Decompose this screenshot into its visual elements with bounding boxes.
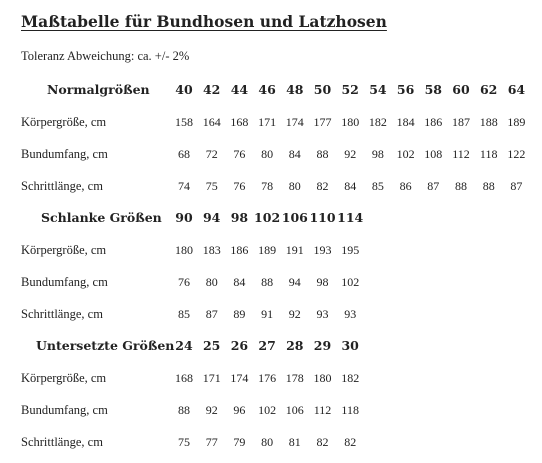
value-cell: 89 <box>233 307 246 321</box>
value-cell: 106 <box>285 403 304 417</box>
value-cell: 92 <box>205 403 218 417</box>
table-row <box>0 144 542 164</box>
size-cell: 44 <box>230 82 249 97</box>
value-cell: 122 <box>507 147 526 161</box>
value-cell: 102 <box>396 147 415 161</box>
table-row <box>0 368 542 388</box>
value-cell: 180 <box>175 243 193 257</box>
table-row <box>0 400 542 420</box>
table-row <box>0 432 542 452</box>
size-cell: 28 <box>286 338 304 353</box>
size-cell: 30 <box>341 338 359 353</box>
value-cell: 86 <box>399 179 412 193</box>
value-cell: 189 <box>507 115 526 129</box>
value-cell: 68 <box>178 147 190 161</box>
value-cell: 84 <box>288 147 301 161</box>
value-cell: 188 <box>479 115 498 129</box>
row-label: Schrittlänge, cm <box>21 307 103 321</box>
value-cell: 164 <box>202 115 221 129</box>
value-cell: 171 <box>258 115 277 129</box>
tolerance-note: Toleranz Abweichung: ca. +/- 2% <box>21 49 190 63</box>
value-cell: 82 <box>316 179 329 193</box>
value-cell: 193 <box>313 243 332 257</box>
value-cell: 102 <box>258 403 277 417</box>
value-cell: 87 <box>510 179 523 193</box>
value-cell: 80 <box>261 147 274 161</box>
value-cell: 92 <box>288 307 301 321</box>
size-cell: 114 <box>337 210 364 225</box>
value-cell: 112 <box>452 147 470 161</box>
table-row <box>0 272 542 292</box>
value-cell: 177 <box>313 115 332 129</box>
value-cell: 88 <box>482 179 495 193</box>
size-cell: 60 <box>452 82 470 97</box>
value-cell: 108 <box>424 147 443 161</box>
value-cell: 92 <box>344 147 357 161</box>
value-cell: 186 <box>230 243 249 257</box>
table-row <box>0 304 542 324</box>
value-cell: 182 <box>341 371 360 385</box>
value-cell: 180 <box>341 115 360 129</box>
section-title: Normalgrößen <box>47 82 150 97</box>
value-cell: 84 <box>233 275 246 289</box>
value-cell: 74 <box>178 179 190 193</box>
value-cell: 112 <box>313 403 332 417</box>
size-cell: 106 <box>281 210 308 225</box>
value-cell: 186 <box>424 115 443 129</box>
size-cell: 46 <box>258 82 276 97</box>
value-cell: 118 <box>479 147 498 161</box>
value-cell: 102 <box>341 275 360 289</box>
size-cell: 98 <box>230 210 249 225</box>
value-cell: 176 <box>258 371 277 385</box>
value-cell: 93 <box>344 307 357 321</box>
row-label: Schrittlänge, cm <box>21 435 103 449</box>
row-label: Körpergröße, cm <box>21 243 107 257</box>
section-header-untersetzte-groessen <box>0 336 542 356</box>
size-cell: 42 <box>202 82 221 97</box>
table-row <box>0 176 542 196</box>
section-header-normalgroessen <box>0 80 542 100</box>
size-cell: 58 <box>424 82 442 97</box>
value-cell: 158 <box>175 115 193 129</box>
value-cell: 80 <box>288 179 301 193</box>
size-cell: 24 <box>175 338 193 353</box>
value-cell: 98 <box>316 275 329 289</box>
size-cell: 90 <box>175 210 193 225</box>
value-cell: 189 <box>258 243 277 257</box>
size-cell: 94 <box>202 210 221 225</box>
value-cell: 85 <box>371 179 384 193</box>
value-cell: 187 <box>452 115 470 129</box>
size-cell: 27 <box>258 338 276 353</box>
value-cell: 93 <box>316 307 329 321</box>
size-cell: 102 <box>254 210 281 225</box>
row-label: Körpergröße, cm <box>21 371 107 385</box>
value-cell: 168 <box>175 371 193 385</box>
value-cell: 88 <box>316 147 329 161</box>
row-label: Bundumfang, cm <box>21 147 108 161</box>
value-cell: 168 <box>230 115 249 129</box>
value-cell: 75 <box>178 435 190 449</box>
value-cell: 76 <box>233 179 246 193</box>
row-label: Bundumfang, cm <box>21 275 108 289</box>
value-cell: 72 <box>205 147 218 161</box>
size-cell: 50 <box>313 82 332 97</box>
value-cell: 88 <box>261 275 274 289</box>
size-cell: 48 <box>286 82 304 97</box>
value-cell: 76 <box>233 147 246 161</box>
page-title: Maßtabelle für Bundhosen und Latzhosen <box>21 12 387 31</box>
value-cell: 75 <box>205 179 218 193</box>
value-cell: 96 <box>233 403 246 417</box>
size-cell: 56 <box>396 82 415 97</box>
value-cell: 118 <box>341 403 359 417</box>
size-cell: 62 <box>479 82 498 97</box>
value-cell: 174 <box>230 371 249 385</box>
value-cell: 88 <box>178 403 190 417</box>
value-cell: 82 <box>344 435 357 449</box>
table-row <box>0 240 542 260</box>
value-cell: 98 <box>371 147 384 161</box>
section-title: Untersetzte Größen <box>36 338 175 353</box>
size-cell: 54 <box>369 82 387 97</box>
value-cell: 171 <box>202 371 221 385</box>
section-title: Schlanke Größen <box>41 210 162 225</box>
value-cell: 91 <box>261 307 274 321</box>
value-cell: 94 <box>288 275 301 289</box>
value-cell: 77 <box>205 435 218 449</box>
value-cell: 78 <box>261 179 274 193</box>
size-cell: 52 <box>341 82 359 97</box>
size-cell: 26 <box>230 338 249 353</box>
value-cell: 80 <box>261 435 274 449</box>
value-cell: 79 <box>233 435 246 449</box>
size-cell: 29 <box>313 338 332 353</box>
section-header-schlanke-groessen <box>0 208 542 228</box>
value-cell: 184 <box>396 115 415 129</box>
value-cell: 76 <box>178 275 190 289</box>
value-cell: 195 <box>341 243 360 257</box>
row-label: Schrittlänge, cm <box>21 179 103 193</box>
value-cell: 178 <box>285 371 304 385</box>
size-cell: 110 <box>309 210 336 225</box>
value-cell: 174 <box>285 115 304 129</box>
value-cell: 80 <box>205 275 218 289</box>
value-cell: 88 <box>455 179 467 193</box>
value-cell: 183 <box>202 243 221 257</box>
value-cell: 81 <box>288 435 301 449</box>
value-cell: 87 <box>205 307 218 321</box>
row-label: Körpergröße, cm <box>21 115 107 129</box>
value-cell: 85 <box>178 307 190 321</box>
value-cell: 87 <box>427 179 440 193</box>
value-cell: 82 <box>316 435 329 449</box>
value-cell: 180 <box>313 371 332 385</box>
size-cell: 64 <box>507 82 526 97</box>
value-cell: 191 <box>285 243 304 257</box>
value-cell: 182 <box>368 115 387 129</box>
table-row <box>0 112 542 132</box>
size-cell: 25 <box>202 338 221 353</box>
value-cell: 84 <box>344 179 357 193</box>
size-cell: 40 <box>175 82 193 97</box>
row-label: Bundumfang, cm <box>21 403 108 417</box>
